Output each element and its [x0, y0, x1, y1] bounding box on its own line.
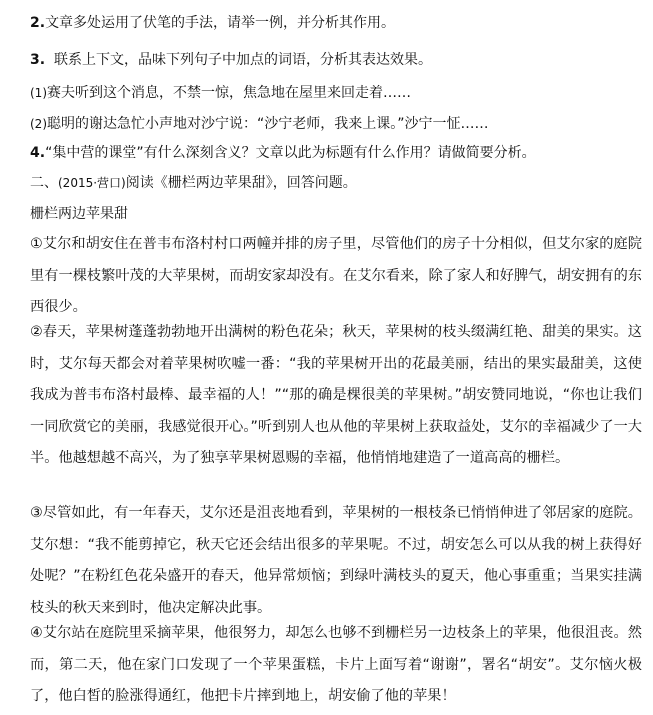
article-paragraph-3: ③尽管如此，有一年春天，艾尔还是沮丧地看到，苹果树的一根枝条已悄悄伸进了邻居家的庭院。艾尔想：“我不能剪掉它，秋天它还会结出很多的苹果呢。不过，胡安怎么可以从我的树上获得好处呢？”在粉红色花朵盛开的春天，他异常烦恼；到绿叶满枝头的夏天，他心事重重；当果实挂满枝头的秋天来到时，他决定解决此事。: [30, 505, 642, 616]
question-4-number: 4.: [30, 145, 46, 161]
section-2-prefix: 二、: [30, 175, 58, 191]
article-paragraph-1: ①艾尔和胡安住在普韦布洛村村口两幢并排的房子里，尽管他们的房子十分相似，但艾尔家的庭院里有一棵枝繁叶茂的大苹果树，而胡安家却没有。在艾尔看来，除了家人和好脾气，胡安拥有的东西很少。: [30, 236, 642, 315]
article-paragraph-2: ②春天，苹果树蓬蓬勃勃地开出满树的粉色花朵；秋天，苹果树的枝头缀满红艳、甜美的果实。这时，艾尔每天都会对着苹果树吹嘘一番：“我的苹果树开出的花最美丽，结出的果实最甜美，这使我成为普韦布洛村最棒、最幸福的人！”“那的确是棵很美的苹果树。”胡安赞同地说，“你也让我们一同欣赏它的美丽，我感觉很开心。”听到别人也从他的苹果树上获取益处，艾尔的幸福减少了一大半。他越想越不高兴，为了独享苹果树恩赐的幸福，他悄悄地建造了一道高高的栅栏。: [30, 324, 642, 466]
question-3-item-1-number: (1): [30, 86, 47, 100]
article-title: 栅栏两边苹果甜: [30, 206, 128, 222]
question-3: [30, 51, 432, 69]
question-3-number: 3.: [30, 52, 46, 68]
question-3-text: 联系上下文，品味下列句子中加点的词语，分析其表达效果。: [53, 52, 432, 68]
question-3-item-2: [30, 115, 489, 133]
question-2-text: 文章多处运用了伏笔的手法，请举一例，并分析其作用。: [45, 15, 396, 31]
question-3-item-2-text: 聪明的谢达急忙小声地对沙宁说：“沙宁老师，我来上课。”沙宁一怔……: [47, 116, 489, 132]
article-paragraph-4: ④艾尔站在庭院里采摘苹果，他很努力，却怎么也够不到栅栏另一边枝条上的苹果，他很沮丧。然而，第二天，他在家门口发现了一个苹果蛋糕，卡片上面写着“谢谢”，署名“胡安”。艾尔恼火极了，他白皙的脸涨得通红，他把卡片摔到地上，胡安偷了他的苹果！: [30, 625, 642, 704]
question-4-text: “集中营的课堂”有什么深刻含义？文章以此为标题有什么作用？请做简要分析。: [45, 145, 536, 161]
question-3-item-1: [30, 84, 411, 102]
question-2-number: 2.: [30, 15, 46, 31]
question-4: [30, 144, 536, 162]
section-2-heading: [30, 174, 357, 192]
question-2: [30, 14, 395, 32]
question-3-item-2-number: (2): [30, 117, 47, 131]
section-2-source: (2015·营口): [58, 176, 126, 190]
section-2-instruction: 阅读《栅栏两边苹果甜》，回答问题。: [125, 175, 357, 191]
question-3-item-1-text: 赛夫听到这个消息，不禁一惊，焦急地在屋里来回走着……: [47, 85, 411, 101]
